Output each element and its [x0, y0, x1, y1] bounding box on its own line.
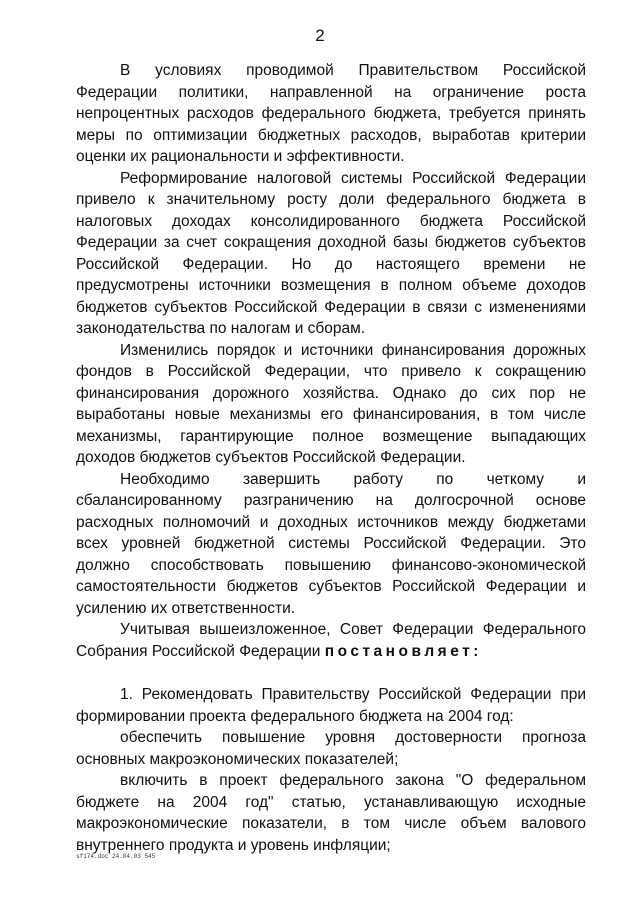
paragraph-road-funds: Изменились порядок и источники финансирования дорожных фондов в Российской Федерации, что привело к сокращению финансирования дорожного хозяйства. Однако до сих пор не выработаны новые механизмы его финансирования, в том числе механизмы, гарантирующие полное возмещение выпадающих доходов бюджетов субъектов Российской Федерации. — [76, 341, 586, 466]
paragraph-resolution — [76, 619, 586, 662]
item-forecast: обеспечить повышение уровня достоверности прогноза основных макроэкономических показателей; — [76, 729, 586, 768]
item-recommendation: 1. Рекомендовать Правительству Российской Федерации при формировании проекта федерального бюджета на 2004 год: — [76, 686, 586, 725]
resolution-keyword: постановляет: — [324, 642, 482, 660]
resolution-lead: Учитывая вышеизложенное, Совет Федерации Федерального Собрания Российской Федерации — [76, 621, 586, 660]
document-body — [76, 60, 586, 856]
paragraph-powers-delineation: Необходимо завершить работу по четкому и сбалансированному разграничению на долгосрочной основе расходных полномочий и доходных источников между бюджетами всех уровней бюджетной системы Российской Федерации. Это должно способствовать повышению финансово-экономической самостоятельности бюджетов субъектов Российской Федерации и усилению их ответственности. — [76, 470, 586, 617]
paragraph-tax-reform: Реформирование налоговой системы Российской Федерации привело к значительному росту доли федерального бюджета в налоговых доходах консолидированного бюджета Российской Федерации за счет сокращения доходной базы бюджетов субъектов Российской Федерации. Но до настоящего времени не предусмотрены источники возмещения в полном объеме доходов бюджетов субъектов Российской Федерации в связи с изменениями законодательства по налогам и сборам. — [76, 169, 586, 337]
item-budget-law: включить в проект федерального закона "О федеральном бюджете на 2004 год" статью, устанавливающую исходные макроэкономические показатели, в том числе объем валового внутреннего продукта и уровень инфляции; — [76, 772, 586, 854]
footer-file-code: sf174.doc 24.04.03 545 — [76, 853, 156, 860]
paragraph-budget-policy: В условиях проводимой Правительством Российской Федерации политики, направленной на ограничение роста непроцентных расходов федерального бюджета, требуется принять меры по оптимизации бюджетных расходов, выработав критерии оценки их рациональности и эффективности. — [76, 62, 586, 165]
page-number: 2 — [315, 26, 325, 45]
